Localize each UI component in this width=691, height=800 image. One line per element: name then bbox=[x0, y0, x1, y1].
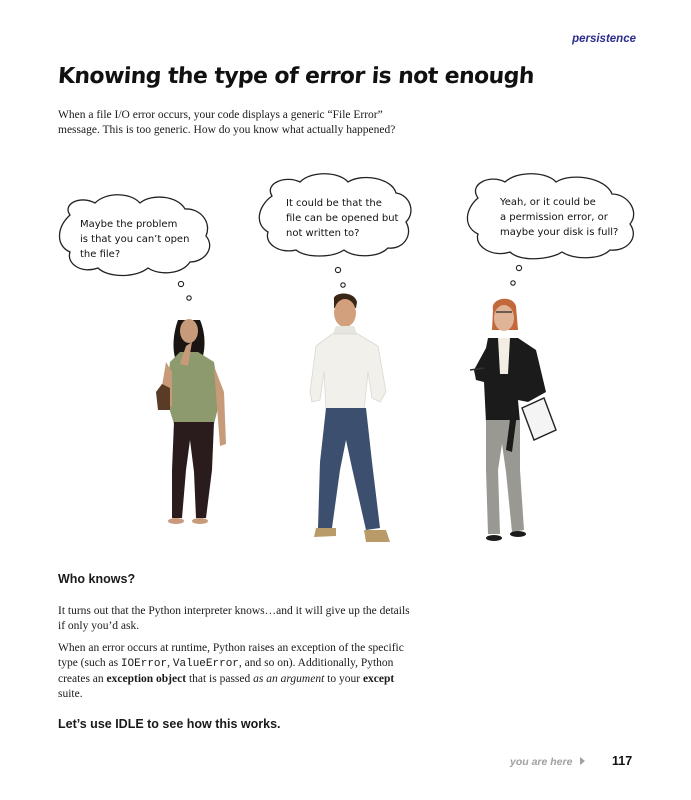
page-title: Knowing the type of error is not enough bbox=[57, 64, 535, 89]
para-line: It turns out that the Python interpreter knows…and it will give up the details bbox=[58, 605, 410, 617]
person-woman-thinking bbox=[156, 319, 226, 524]
bubble-line: file can be opened but bbox=[286, 213, 399, 224]
para-line: When an error occurs at runtime, Python raises an exception of the specific bbox=[58, 642, 404, 654]
person-man-white-sweater bbox=[310, 294, 390, 543]
bubble-line: is that you can’t open bbox=[80, 234, 190, 245]
bold-except: except bbox=[362, 673, 395, 685]
you-are-here-label: you are here bbox=[510, 756, 573, 768]
bubble-line: not written to? bbox=[286, 228, 360, 239]
bubble-left-text bbox=[80, 217, 189, 262]
para-line bbox=[58, 656, 443, 672]
section-tag: persistence bbox=[572, 33, 636, 45]
bubble-middle-text bbox=[286, 196, 398, 241]
text-run: , bbox=[167, 657, 173, 669]
bubble-line: a permission error, or bbox=[500, 212, 608, 223]
code-valueerror: ValueError bbox=[172, 658, 239, 670]
page-number: 117 bbox=[612, 754, 633, 768]
intro-line: When a file I/O error occurs, your code displays a generic “File Error” bbox=[58, 109, 383, 121]
bubble-line: Maybe the problem bbox=[80, 219, 178, 230]
text-run: creates an bbox=[58, 673, 107, 685]
intro-line: message. This is too generic. How do you know what actually happened? bbox=[58, 124, 396, 136]
para-line: suite. bbox=[58, 688, 83, 700]
arrow-right-icon bbox=[580, 757, 585, 765]
call-to-action: Let’s use IDLE to see how this works. bbox=[58, 717, 281, 731]
bubble-line: It could be that the bbox=[286, 198, 382, 209]
who-knows-heading: Who knows? bbox=[58, 572, 136, 586]
bubble-line: Yeah, or it could be bbox=[500, 197, 596, 208]
bubble-line: the file? bbox=[80, 249, 121, 260]
bold-exception-object: exception object bbox=[106, 673, 187, 685]
para-line: if only you’d ask. bbox=[58, 620, 140, 632]
paragraph-exception-object bbox=[58, 641, 443, 702]
text-run: , and so on). Additionally, Python bbox=[238, 657, 394, 669]
text-run: that is passed bbox=[186, 673, 254, 685]
text-run: type (such as bbox=[58, 657, 121, 669]
bubble-line: maybe your disk is full? bbox=[500, 227, 619, 238]
code-ioerror: IOError bbox=[120, 658, 168, 670]
para-line bbox=[58, 672, 443, 687]
paragraph-interpreter-knows bbox=[58, 604, 443, 634]
person-woman-clipboard bbox=[470, 299, 556, 541]
text-run: to your bbox=[324, 673, 363, 685]
bubble-right-text bbox=[500, 195, 618, 240]
italic-as-an-argument: as an argument bbox=[253, 673, 325, 685]
